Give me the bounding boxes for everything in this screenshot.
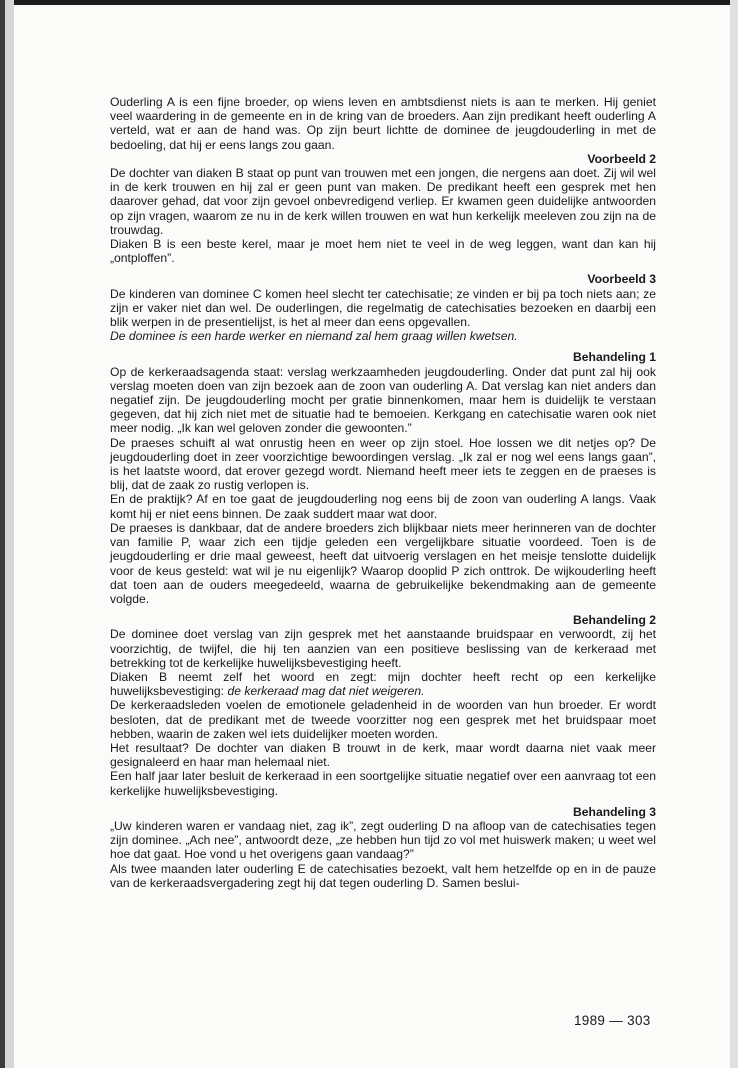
scan-right-edge xyxy=(730,0,738,1068)
section-heading: Behandeling 3 xyxy=(573,804,656,819)
paragraph: „Uw kinderen waren er vandaag niet, zag ik”, zegt ouderling D na afloop van de catechisaties tegen zijn dominee. „Ach nee”, antwoordt deze, „ze hebben hun tijd zo vol met huiswerk maken; u weet wel hoe dat gaat. Hoe vond u het overigens gaan vandaag?” xyxy=(110,818,656,862)
paragraph: De dominee is een harde werker en niemand zal hem graag willen kwetsen. xyxy=(110,329,518,344)
paragraph: De kerkeraadsleden voelen de emotionele geladenheid in de woorden van hun broeder. Er wordt besloten, dat de predikant met de tweede voorzitter nog een gesprek met het bruidspaar moet hebben, waarin de zaken wel iets duidelijker moeten worden. xyxy=(110,698,656,741)
section-heading: Voorbeeld 3 xyxy=(587,272,656,287)
section-heading: Behandeling 1 xyxy=(573,350,656,365)
paragraph: De dominee doet verslag van zijn gesprek met het aanstaande bruidspaar en verwoordt, zij het voorzichtig, de twijfel, die hij ten aanzien van een positieve beslissing van de kerkeraad met betrekking tot de kerkelijke huwelijksbevestiging heeft. xyxy=(110,627,656,670)
section-heading: Behandeling 2 xyxy=(573,613,656,628)
paragraph: De praeses schuift al wat onrustig heen en weer op zijn stoel. Hoe lossen we dit netjes op? De jeugdouderling doet in zeer voorzichtige bewoordingen verslag. „Ik zal er nog wel eens langs gaan”, is het laatste woord, dat erover gezegd wordt. Niemand heeft meer iets te zeggen en de praeses is blij, dat de zaak zo rustig verlopen is. xyxy=(110,435,656,493)
paragraph: Diaken B is een beste kerel, maar je moet hem niet te veel in de weg leggen, want dan kan hij „ontploffen”. xyxy=(110,237,656,266)
paragraph: De kinderen van dominee C komen heel slecht ter catechisatie; ze vinden er bij pa toch niets aan; ze zijn er vaker niet dan wel. De ouderlingen, die regelmatig de catechisaties bezoeken en daarbij een blik werpen in de presentielijst, is het al meer dan eens opgevallen. xyxy=(110,286,656,330)
paragraph: En de praktijk? Af en toe gaat de jeugdouderling nog eens bij de zoon van ouderling A langs. Vaak komt hij er niet eens binnen. De zaak suddert maar wat door. xyxy=(110,492,656,521)
section-heading: Voorbeeld 2 xyxy=(587,151,656,166)
paragraph-emphasis: de kerkeraad mag dat niet weigeren. xyxy=(227,684,425,699)
scan-left-edge xyxy=(0,0,5,1068)
paragraph: Het resultaat? De dochter van diaken B trouwt in de kerk, maar wordt daarna niet vaak meer gesignaleerd en haar man helemaal niet. xyxy=(110,740,656,770)
paragraph-text: Diaken B neemt zelf het woord en zegt: mijn dochter heeft recht op een kerkelijke huwelijksbevestiging: xyxy=(110,669,656,699)
paragraph xyxy=(110,670,656,698)
page-number: 1989 — 303 xyxy=(574,1013,651,1028)
body-text xyxy=(110,95,656,890)
document-page xyxy=(14,5,730,1068)
paragraph: Op de kerkeraadsagenda staat: verslag werkzaamheden jeugdouderling. Onder dat punt zal hij ook verslag moeten doen van zijn bezoek aan de zoon van ouderling A. Dat verslag kan niet anders dan negatief zijn. De jeugdouderling mocht per gratie binnenkomen, maar hem is duidelijk te verstaan gegeven, dat hij zich niet met de situatie had te bemoeien. Kerkgang en catechisatie waren ook niet meer nodig. „Ik kan wel geloven zonder die gewoonten.” xyxy=(110,364,656,436)
paragraph: Als twee maanden later ouderling E de catechisaties bezoekt, valt hem hetzelfde op en in de pauze van de kerkeraadsvergadering zegt hij dat tegen ouderling D. Samen beslui- xyxy=(110,861,656,890)
paragraph: De dochter van diaken B staat op punt van trouwen met een jongen, die nergens aan doet. Zij wil wel in de kerk trouwen en hij zal er geen punt van maken. De predikant heeft een gesprek met hen daarover gehad, dat voor zijn gevoel onbevredigend verliep. Er kwamen geen duidelijke antwoorden op zijn vragen, waarom ze nu in de kerk willen trouwen en wat hun kerkelijk meeleven zou zijn na de trouwdag. xyxy=(110,166,656,237)
paragraph: De praeses is dankbaar, dat de andere broeders zich blijkbaar niets meer herinneren van de dochter van familie P, waar zich een tijdje geleden een vergelijkbare situatie voordeed. Toen is de jeugdouderling er drie maal geweest, heeft dat uitvoerig verslagen en het meisje tenslotte duidelijk voor de keus gesteld: wat wil je nu eigenlijk? Waarop dooplid P zich onttrok. De wijkouderling heeft dat toen aan de ouders meegedeeld, waarna de gebruikelijke bekendmaking aan de gemeente volgde. xyxy=(110,520,656,606)
paragraph: Een half jaar later besluit de kerkeraad in een soortgelijke situatie negatief over een aanvraag tot een kerkelijke huwelijksbevestiging. xyxy=(110,769,656,798)
paragraph: Ouderling A is een fijne broeder, op wiens leven en ambtsdienst niets is aan te merken. Hij geniet veel waardering in de gemeente en in de kring van de broeders. Aan zijn predikant heeft ouderling A verteld, wat er aan de hand was. Op zijn beurt lichtte de dominee de jeugdouderling in met de bedoeling, dat hij er eens langs zou gaan. xyxy=(110,95,656,152)
